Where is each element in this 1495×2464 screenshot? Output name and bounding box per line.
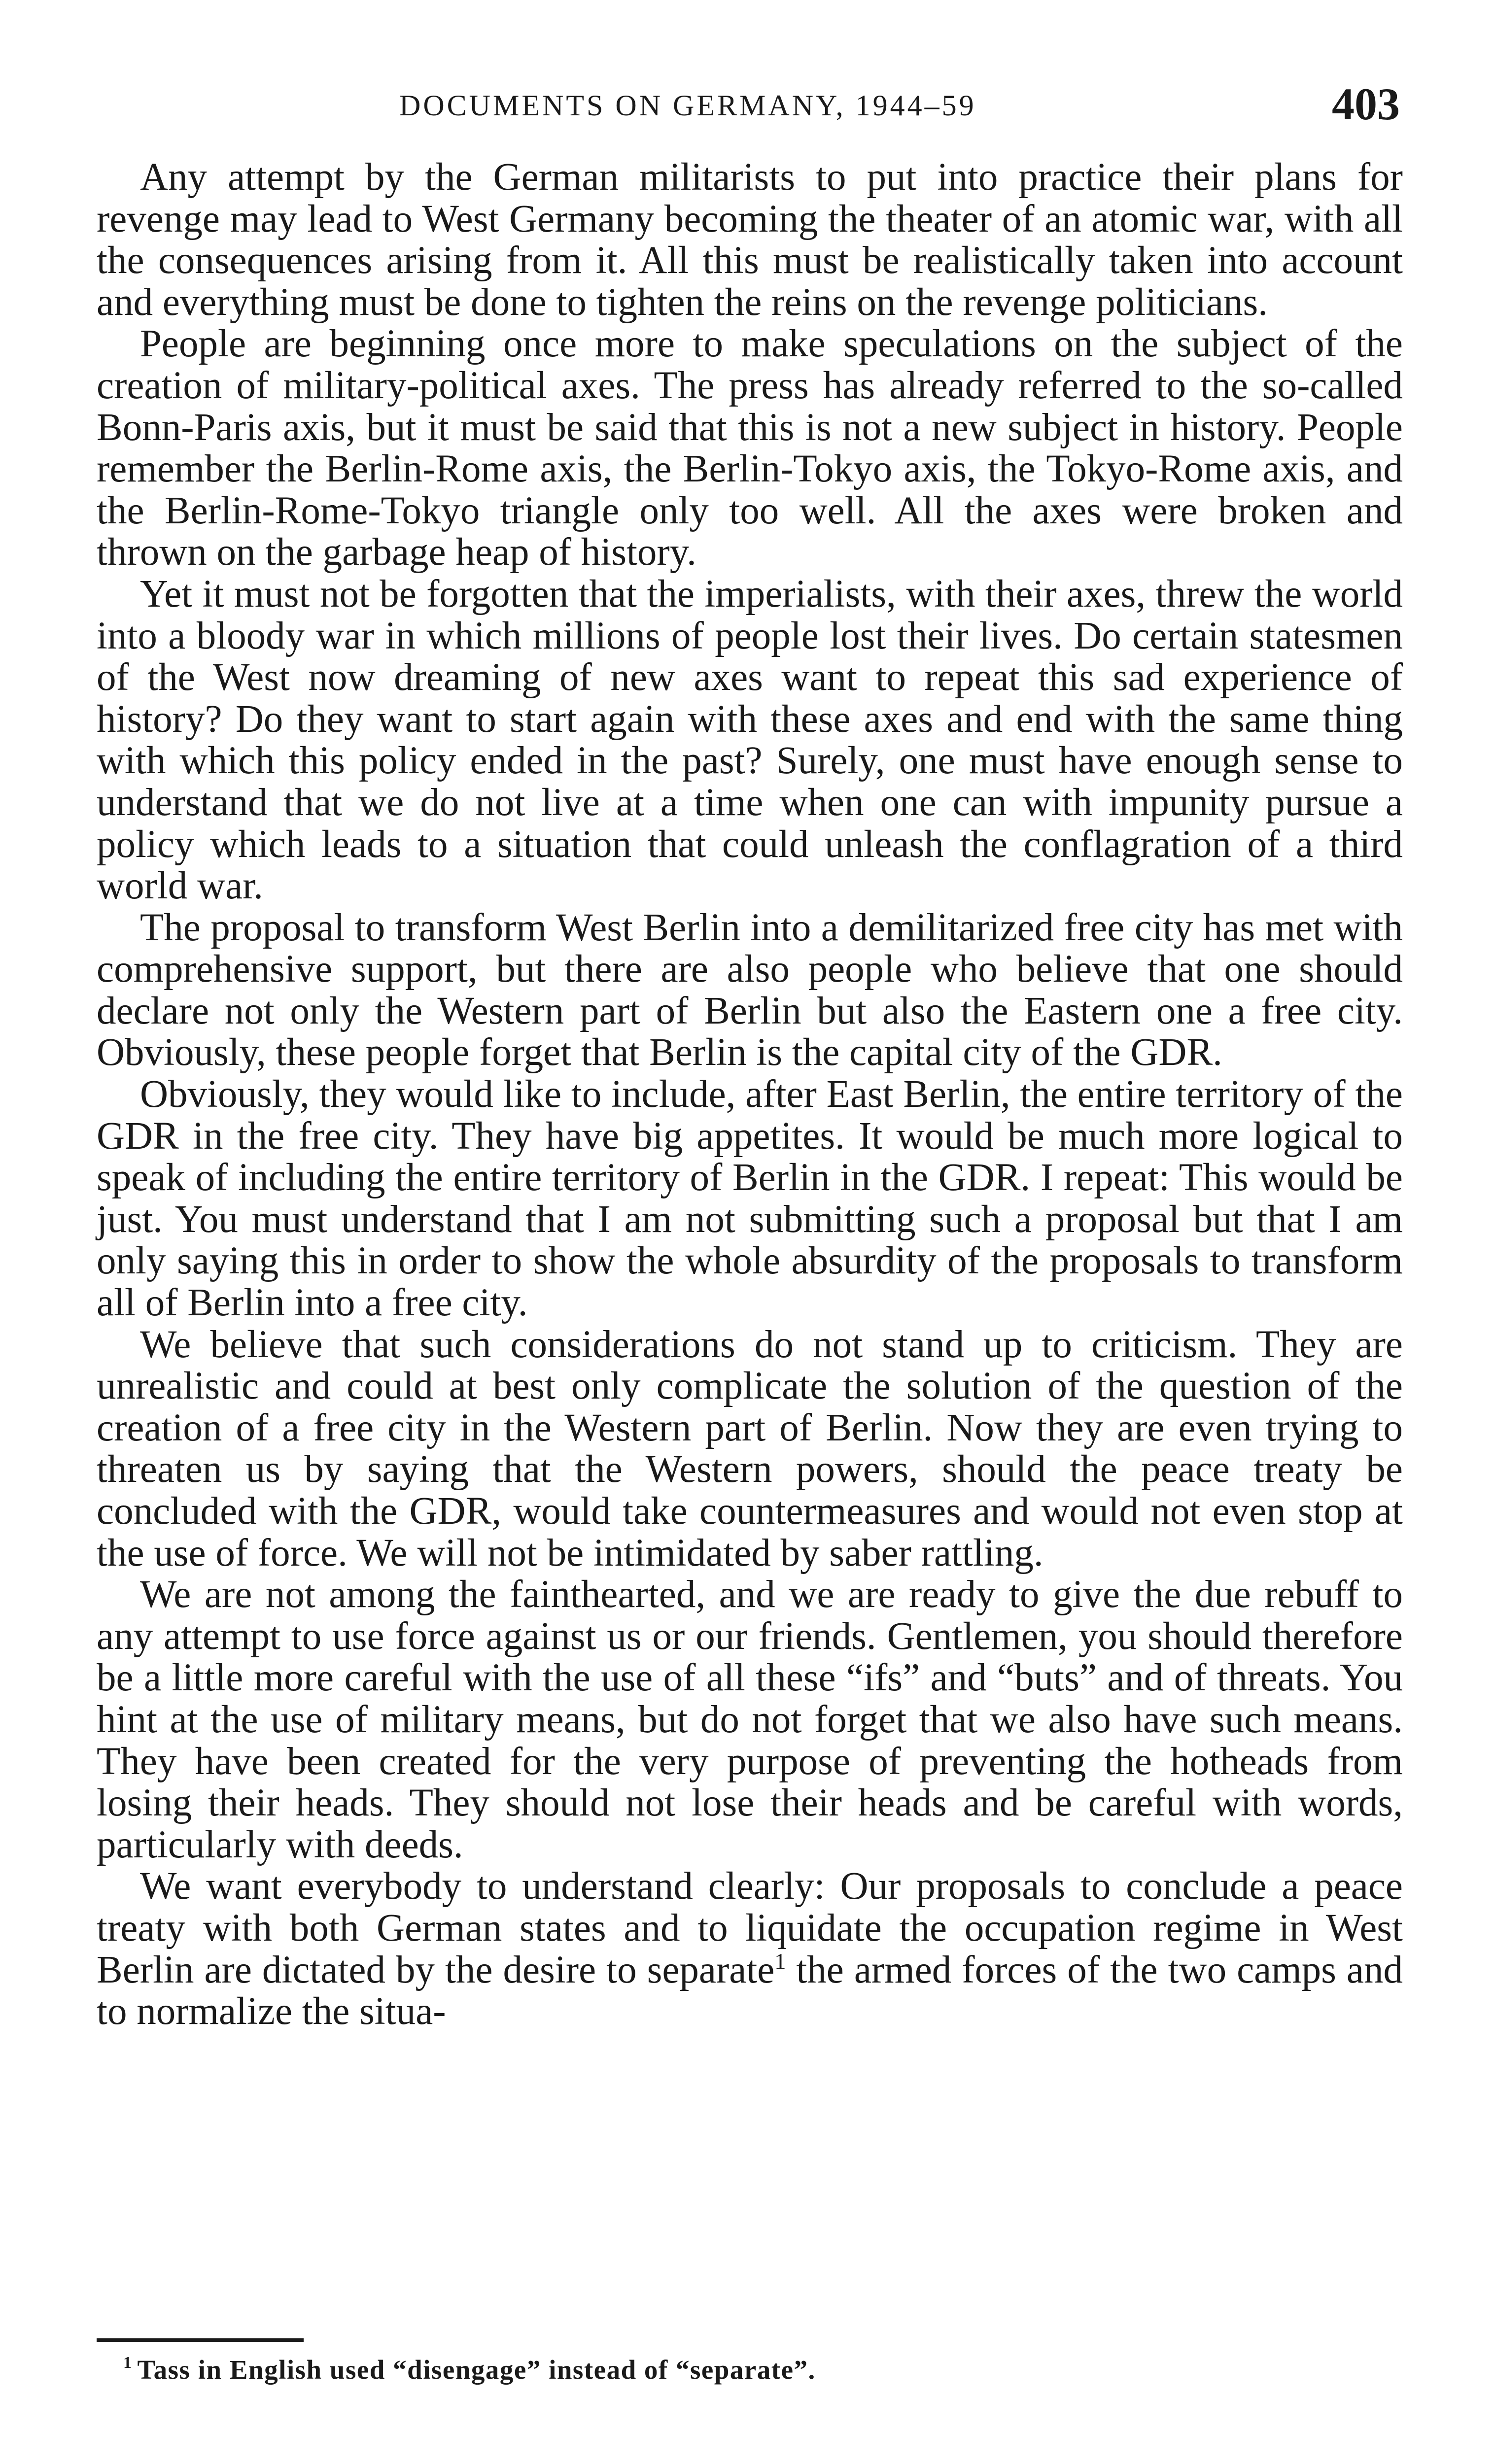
paragraph-3: Yet it must not be forgotten that the imperialists, with their axes, threw the world into a bloody war in which millions of people lost their lives. Do certain statesmen of the West now dreaming of new axes want to repeat this sad experience of history? Do they want to start again with these axes and end with the same thing with which this policy ended in the past? Surely, one must have enough sense to understand that we do not live at a time when one can with impunity pursue a policy which leads to a situation that could unleash the conflagration of a third world war. — [97, 572, 1403, 908]
paragraph-6: We believe that such considerations do not stand up to criticism. They are unrealistic and could at best only complicate the solution of the question of the creation of a free city in the Western part of Berlin. Now they are even trying to threaten us by saying that the Western powers, should the peace treaty be concluded with the GDR, would take countermeasures and would not even stop at the use of force. We will not be intimidated by saber rattling. — [97, 1323, 1403, 1574]
footnote-reference-1: 1 — [774, 1948, 786, 1974]
running-head — [99, 78, 1400, 132]
footnote-mark: 1 — [123, 2354, 133, 2372]
paragraph-8-text-before-ref: We want everybody to understand clearly: Our proposals to conclude a peace treaty with both German states and to liquidate the occupation regime in West Berlin are dictated by the desire to separate — [97, 1865, 1403, 1991]
paragraph-5: Obviously, they would like to include, after East Berlin, the entire territory of the GDR in the free city. They have big appetites. It would be much more logical to speak of including the entire territory of Berlin in the GDR. I repeat: This would be just. You must understand that I am not submitting such a proposal but that I am only saying this in order to show the whole absurdity of the proposals to transform all of Berlin into a free city. — [97, 1073, 1403, 1325]
body-text — [97, 157, 1403, 2033]
running-title: DOCUMENTS ON GERMANY, 1944–59 — [399, 89, 976, 122]
paragraph-2: People are beginning once more to make speculations on the subject of the creation of military-political axes. The press has already referred to the so-called Bonn-Paris axis, but it must be said that this is not a new subject in history. People remember the Berlin-Rome axis, the Berlin-Tokyo axis, the Tokyo-Rome axis, and the Berlin-Rome-Tokyo triangle only too well. All the axes were broken and thrown on the garbage heap of history. — [97, 322, 1403, 574]
footnote-rule — [97, 2338, 304, 2342]
paragraph-8-text-after-ref: the armed forces of the two camps and to normalize the situa- — [97, 1948, 1403, 2033]
footnote — [123, 2354, 1400, 2386]
footnote-text: Tass in English used “disengage” instead of “separate”. — [137, 2355, 816, 2385]
paragraph-8 — [97, 1866, 1403, 2032]
paragraph-7: We are not among the fainthearted, and we are ready to give the due rebuff to any attempt to use force against us or our friends. Gentlemen, you should therefore be a little more careful with the use of all these “ifs” and “buts” and of threats. You hint at the use of military means, but do not forget that we also have such means. They have been created for the very purpose of preventing the hotheads from losing their heads. They should not lose their heads and be careful with words, particularly with deeds. — [97, 1573, 1403, 1866]
page-number: 403 — [1332, 79, 1400, 129]
paragraph-1: Any attempt by the German militarists to put into practice their plans for revenge may lead to West Germany becoming the theater of an atomic war, with all the consequences arising from it. All this must be realistically taken into account and everything must be done to tighten the reins on the revenge politicians. — [97, 156, 1403, 324]
paragraph-4: The proposal to transform West Berlin into a demilitarized free city has met with comprehensive support, but there are also people who believe that one should declare not only the Western part of Berlin but also the Eastern one a free city. Obviously, these people forget that Berlin is the capital city of the GDR. — [97, 906, 1403, 1074]
